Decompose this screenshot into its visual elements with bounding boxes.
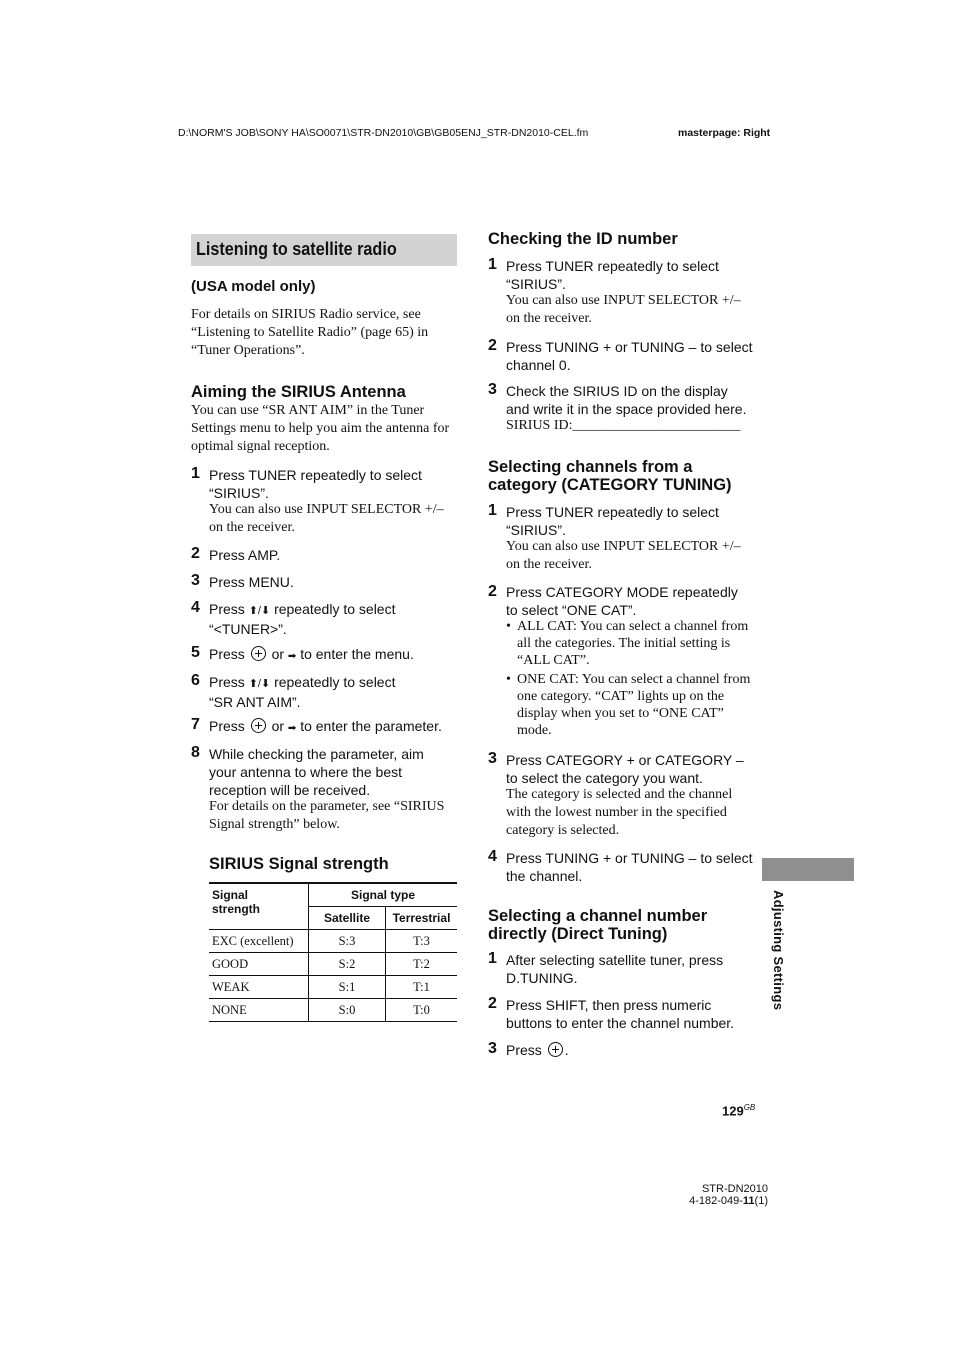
step-text — [506, 338, 753, 374]
step-number: 2 — [488, 583, 497, 600]
step-number: 4 — [488, 848, 497, 865]
step-line: “SR ANT AIM”. — [209, 694, 301, 710]
page-number-value: 129 — [722, 1103, 744, 1119]
step-text-part: to enter the parameter. — [296, 718, 442, 734]
right-arrow-icon: ➡ — [287, 723, 297, 734]
table-cell: T:0 — [386, 999, 458, 1022]
step-text — [506, 849, 753, 885]
signal-strength-heading: SIRIUS Signal strength — [209, 855, 389, 873]
section-title-box — [191, 234, 457, 266]
step-number: 1 — [488, 256, 497, 273]
enter-circle-icon — [548, 1042, 563, 1057]
step-number: 3 — [488, 381, 497, 398]
step-note — [506, 538, 741, 574]
step-text — [209, 673, 395, 711]
step-text — [506, 751, 744, 787]
sirius-id-field: SIRIUS ID:________________________ — [506, 418, 741, 433]
table-row — [209, 976, 457, 999]
step-number: 7 — [191, 716, 200, 733]
table-header-terrestrial: Terrestrial — [386, 907, 458, 930]
step-text-part: repeatedly to select — [270, 674, 396, 690]
step-number: 4 — [191, 599, 200, 616]
step-line: Press TUNER repeatedly to select — [506, 258, 719, 274]
step-line: Check the SIRIUS ID on the display — [506, 383, 728, 399]
step-text — [506, 503, 719, 539]
step-note-line: You can also use INPUT SELECTOR +/– — [506, 539, 741, 554]
step-text — [506, 1041, 569, 1059]
direct-tuning-steps — [488, 950, 756, 1060]
up-down-arrow-icon: ⬆/⬇ — [248, 678, 271, 690]
step-line: Press CATEGORY + or CATEGORY – — [506, 752, 744, 768]
table-cell: S:3 — [309, 930, 386, 953]
heading-line: directly (Direct Tuning) — [488, 925, 668, 943]
step-note — [209, 501, 444, 537]
table-row — [209, 999, 457, 1022]
step-number: 1 — [488, 950, 497, 967]
step-line: to select the category you want. — [506, 770, 703, 786]
table-header-signal-type: Signal type — [309, 883, 458, 907]
table-header-satellite: Satellite — [309, 907, 386, 930]
step-line: Press TUNING + or TUNING – to select — [506, 850, 753, 866]
step-note-line: category is selected. — [506, 823, 620, 838]
bullet-dot-icon: • — [506, 619, 511, 634]
footer-code-part: 4-182-049- — [689, 1195, 743, 1207]
usa-model-note: (USA model only) — [191, 278, 316, 295]
bullet-dot-icon: • — [506, 672, 511, 687]
table-header-line: Signal — [212, 888, 249, 902]
table-row — [209, 930, 457, 953]
step-line: Press SHIFT, then press numeric — [506, 997, 712, 1013]
step-note-line: The category is selected and the channel — [506, 787, 733, 802]
step-note-line: You can also use INPUT SELECTOR +/– — [506, 293, 741, 308]
table-cell: T:1 — [386, 976, 458, 999]
step-text: Press MENU. — [209, 574, 294, 590]
table-cell: S:1 — [309, 976, 386, 999]
step-text-part: or — [267, 718, 288, 734]
step-note-line: You can also use INPUT SELECTOR +/– — [209, 502, 444, 517]
intro-line: For details on SIRIUS Radio service, see — [191, 307, 421, 322]
id-steps — [488, 256, 756, 436]
step-text-part: to enter the menu. — [296, 646, 414, 662]
heading-line: category (CATEGORY TUNING) — [488, 476, 732, 494]
step-number: 2 — [191, 545, 200, 562]
step-line: While checking the parameter, aim — [209, 746, 424, 762]
step-line: After selecting satellite tuner, press — [506, 952, 724, 968]
bullet-line: “ALL CAT”. — [517, 653, 590, 668]
table-cell: T:2 — [386, 953, 458, 976]
enter-circle-icon — [251, 718, 266, 733]
masterpage-label: masterpage: Right — [678, 127, 771, 139]
footer-code — [689, 1195, 768, 1207]
aiming-steps — [191, 465, 457, 835]
heading-line: Selecting a channel number — [488, 907, 708, 925]
step-text — [506, 996, 734, 1032]
table-cell: NONE — [209, 999, 309, 1022]
step-line: channel 0. — [506, 357, 571, 373]
table-cell: GOOD — [209, 953, 309, 976]
step-number: 3 — [488, 1040, 497, 1057]
aiming-intro — [191, 402, 461, 456]
page-number-suffix: GB — [743, 1103, 756, 1112]
step-number: 5 — [191, 644, 200, 661]
step-text-part: Press — [209, 646, 249, 662]
footer-model: STR-DN2010 — [701, 1183, 768, 1195]
step-number: 8 — [191, 744, 200, 761]
table-cell: T:3 — [386, 930, 458, 953]
step-number: 3 — [488, 750, 497, 767]
aiming-intro-line: optimal signal reception. — [191, 439, 330, 454]
aiming-intro-line: You can use “SR ANT AIM” in the Tuner — [191, 403, 425, 418]
step-text — [506, 951, 723, 987]
step-note — [209, 798, 444, 834]
step-text-part: Press — [209, 674, 249, 690]
right-arrow-icon: ➡ — [287, 651, 297, 662]
step-text — [506, 583, 738, 619]
step-note-line: For details on the parameter, see “SIRIUS — [209, 799, 445, 814]
step-number: 2 — [488, 337, 497, 354]
step-line: your antenna to where the best — [209, 764, 403, 780]
table-cell: EXC (excellent) — [209, 930, 309, 953]
direct-tuning-heading — [488, 907, 707, 943]
id-heading: Checking the ID number — [488, 230, 678, 248]
step-text — [209, 600, 395, 638]
table-cell: S:0 — [309, 999, 386, 1022]
aiming-heading: Aiming the SIRIUS Antenna — [191, 383, 406, 401]
bullet-line: one category. “CAT” lights up on the — [517, 689, 725, 704]
step-text-part: repeatedly to select — [270, 601, 396, 617]
step-text-part: . — [564, 1042, 569, 1058]
step-text — [209, 466, 422, 502]
step-number: 1 — [488, 502, 497, 519]
step-text — [209, 745, 424, 799]
step-line: and write it in the space provided here. — [506, 401, 747, 417]
step-note-line: on the receiver. — [209, 520, 295, 535]
footer-code-part: (1) — [754, 1195, 768, 1207]
category-steps — [488, 502, 756, 892]
bullet-line: display when you set to “ONE CAT” — [517, 706, 724, 721]
footer-code-part: 11 — [742, 1195, 755, 1207]
step-line: Press TUNER repeatedly to select — [506, 504, 719, 520]
step-text-part: or — [267, 646, 288, 662]
table-cell: WEAK — [209, 976, 309, 999]
step-text: Press AMP. — [209, 547, 281, 563]
section-tab — [762, 858, 854, 881]
step-text — [209, 717, 442, 738]
step-line: D.TUNING. — [506, 970, 578, 986]
signal-strength-table — [209, 882, 457, 1022]
step-number: 6 — [191, 672, 200, 689]
aiming-intro-line: Settings menu to help you aim the antenna for — [191, 421, 450, 436]
step-line: “SIRIUS”. — [506, 522, 566, 538]
table-cell: S:2 — [309, 953, 386, 976]
intro-line: “Listening to Satellite Radio” (page 65) in — [191, 325, 429, 340]
step-note-line: on the receiver. — [506, 311, 592, 326]
bullet-line: ALL CAT: You can select a channel from — [517, 619, 749, 634]
step-line: buttons to enter the channel number. — [506, 1015, 735, 1031]
step-line: “SIRIUS”. — [209, 485, 269, 501]
table-row — [209, 953, 457, 976]
table-header-line: strength — [212, 902, 260, 916]
section-side-label: Adjusting Settings — [771, 890, 786, 1011]
step-number: 3 — [191, 572, 200, 589]
step-line: Press TUNING + or TUNING – to select — [506, 339, 753, 355]
step-note-line: on the receiver. — [506, 557, 592, 572]
step-text — [209, 645, 414, 666]
step-line: “SIRIUS”. — [506, 276, 566, 292]
page-number — [722, 1103, 755, 1118]
enter-circle-icon — [251, 646, 266, 661]
file-path: D:\NORM'S JOB\SONY HA\SO0071\STR-DN2010\GB\GB05ENJ_STR-DN2010-CEL.fm — [178, 127, 589, 139]
step-text-part: Press — [209, 718, 249, 734]
heading-line: Selecting channels from a — [488, 458, 693, 476]
table-header-signal-strength — [209, 883, 309, 930]
step-line: Press CATEGORY MODE repeatedly — [506, 584, 738, 600]
step-line: Press TUNER repeatedly to select — [209, 467, 422, 483]
step-line: the channel. — [506, 868, 583, 884]
section-title: Listening to satellite radio — [196, 239, 397, 259]
step-text-part: Press — [506, 1042, 546, 1058]
bullet-line: mode. — [517, 723, 552, 738]
step-text — [506, 382, 746, 418]
step-line: to select “ONE CAT”. — [506, 602, 637, 618]
intro-line: “Tuner Operations”. — [191, 343, 305, 358]
step-note-line: Signal strength” below. — [209, 817, 340, 832]
step-number: 1 — [191, 465, 200, 482]
step-line: “<TUNER>”. — [209, 621, 287, 637]
step-line: reception will be received. — [209, 782, 371, 798]
category-heading — [488, 458, 732, 494]
step-note — [506, 292, 741, 328]
bullet-line: ONE CAT: You can select a channel from — [517, 672, 751, 687]
up-down-arrow-icon: ⬆/⬇ — [248, 605, 271, 617]
step-note-line: with the lowest number in the specified — [506, 805, 727, 820]
bullet-line: all the categories. The initial setting is — [517, 636, 731, 651]
intro-paragraph — [191, 306, 461, 360]
step-number: 2 — [488, 995, 497, 1012]
step-text-part: Press — [209, 601, 249, 617]
step-text — [506, 257, 719, 293]
step-note — [506, 786, 732, 840]
